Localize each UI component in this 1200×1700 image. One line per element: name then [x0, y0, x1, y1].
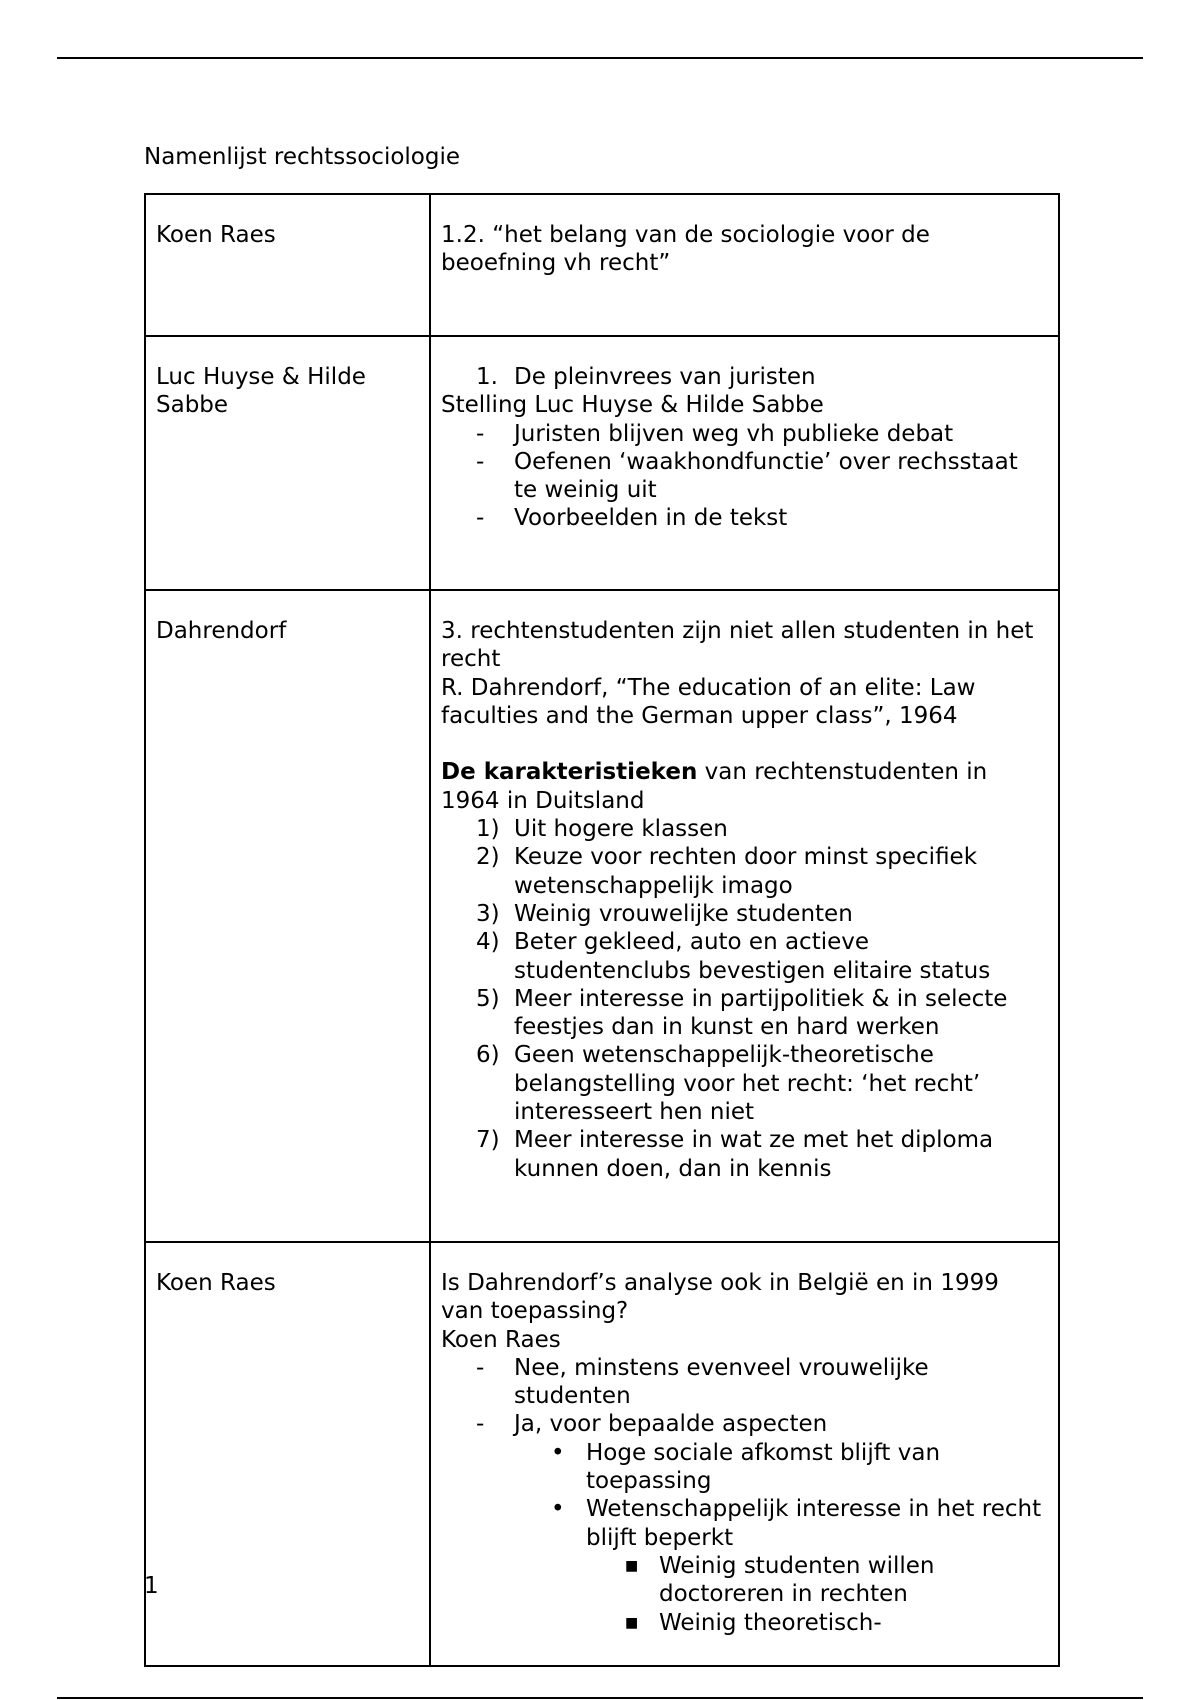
question-text: Is Dahrendorf’s analyse ook in België en in 1999 van toepassing?: [441, 1270, 999, 1325]
characteristics-intro: [441, 758, 1048, 815]
list-item: [441, 1609, 1048, 1637]
document-title: Namenlijst rechtssociologie: [144, 144, 461, 170]
list-item: [441, 815, 1048, 843]
name-cell: [145, 1242, 430, 1666]
reference-text: R. Dahrendorf, “The education of an elite: Law faculties and the German upper class”, 1964: [441, 674, 976, 729]
list-text: Hoge sociale afkomst blijft van toepassing: [586, 1439, 941, 1495]
names-table: [144, 193, 1060, 1667]
person-name: Koen Raes: [156, 222, 276, 248]
name-cell: [145, 590, 430, 1242]
list-marker: 1.: [476, 364, 498, 390]
list-item: [441, 420, 1048, 448]
paragraph-gap: [441, 730, 1048, 758]
list-item: [441, 1495, 1048, 1552]
list-item: [441, 900, 1048, 928]
dash-marker: -: [476, 1354, 485, 1381]
list-item: [441, 504, 1048, 532]
list-text: Weinig vrouwelijke studenten: [514, 900, 853, 927]
lead-rest: van rechtenstudenten in 1964 in Duitsland: [441, 759, 988, 814]
author-text: Koen Raes: [441, 1326, 561, 1353]
list-item: [441, 1041, 1048, 1126]
list-text: Ja, voor bepaalde aspecten: [514, 1411, 828, 1438]
bullet-marker: •: [551, 1439, 565, 1466]
table-row: [145, 1242, 1059, 1666]
list-text: Weinig studenten willen doctoreren in rechten: [659, 1552, 935, 1608]
bullet-marker: •: [551, 1496, 565, 1523]
header-rule: [57, 57, 1143, 59]
page-number: 1: [144, 1573, 159, 1599]
table-row: [145, 590, 1059, 1242]
list-item: [441, 985, 1048, 1042]
list-text: Meer interesse in wat ze met het diploma kunnen doen, dan in kennis: [514, 1127, 994, 1182]
section-heading: 3. rechtenstudenten zijn niet allen studenten in het recht: [441, 618, 1034, 673]
list-item: [441, 1410, 1048, 1438]
list-marker: 5): [476, 985, 500, 1012]
square-marker: ■: [625, 1557, 639, 1574]
person-name: Luc Huyse & Hilde Sabbe: [156, 364, 366, 419]
list-text: Meer interesse in partijpolitiek & in selecte feestjes dan in kunst en hard werken: [514, 985, 1008, 1041]
list-item: [441, 1126, 1048, 1183]
topic-cell: [430, 194, 1059, 336]
list-item: [441, 448, 1048, 505]
footer-rule: [57, 1697, 1143, 1699]
list-text: Nee, minstens evenveel vrouwelijke studenten: [514, 1354, 929, 1410]
list-item: [441, 843, 1048, 900]
square-marker: ■: [625, 1614, 639, 1631]
list-text: Geen wetenschappelijk-theoretische belangstelling voor het recht: ‘het recht’ interesseert hen niet: [514, 1042, 981, 1126]
list-item: [441, 1354, 1048, 1411]
dash-marker: -: [476, 505, 485, 532]
list-text: Juristen blijven weg vh publieke debat: [514, 420, 954, 447]
list-item: [441, 1552, 1048, 1609]
list-marker: 3): [476, 900, 500, 927]
dash-marker: -: [476, 448, 485, 475]
list-item: [441, 928, 1048, 985]
section-heading: De pleinvrees van juristen: [514, 364, 816, 390]
dash-marker: -: [476, 420, 485, 447]
section-heading: beoefning vh recht”: [441, 250, 671, 277]
table-row: [145, 194, 1059, 336]
person-name: Koen Raes: [156, 1270, 276, 1296]
list-text: Beter gekleed, auto en actieve studentenclubs bevestigen elitaire status: [514, 929, 991, 984]
name-cell: [145, 336, 430, 590]
list-text: Wetenschappelijk interesse in het recht blijft beperkt: [586, 1496, 1042, 1551]
list-item: [441, 1439, 1048, 1496]
list-marker: 2): [476, 844, 500, 871]
topic-cell: [430, 1242, 1059, 1666]
topic-cell: [430, 336, 1059, 590]
bold-lead: De karakteristieken: [441, 759, 698, 786]
list-text: Weinig theoretisch-: [659, 1609, 882, 1636]
list-marker: 6): [476, 1042, 500, 1069]
statement-text: Stelling Luc Huyse & Hilde Sabbe: [441, 392, 824, 419]
section-heading: 1.2. “het belang van de sociologie voor de: [441, 222, 930, 248]
topic-cell: [430, 590, 1059, 1242]
table-row: [145, 336, 1059, 590]
name-cell: [145, 194, 430, 336]
dash-marker: -: [476, 1411, 485, 1438]
list-marker: 7): [476, 1127, 500, 1154]
list-item: [441, 363, 1048, 391]
list-text: Voorbeelden in de tekst: [514, 505, 788, 532]
list-text: Oefenen ‘waakhondfunctie’ over rechsstaat te weinig uit: [514, 448, 1018, 504]
list-text: Keuze voor rechten door minst specifiek wetenschappelijk imago: [514, 844, 978, 899]
list-marker: 4): [476, 929, 500, 956]
list-text: Uit hogere klassen: [514, 816, 728, 843]
person-name: Dahrendorf: [156, 618, 287, 644]
list-marker: 1): [476, 816, 500, 843]
